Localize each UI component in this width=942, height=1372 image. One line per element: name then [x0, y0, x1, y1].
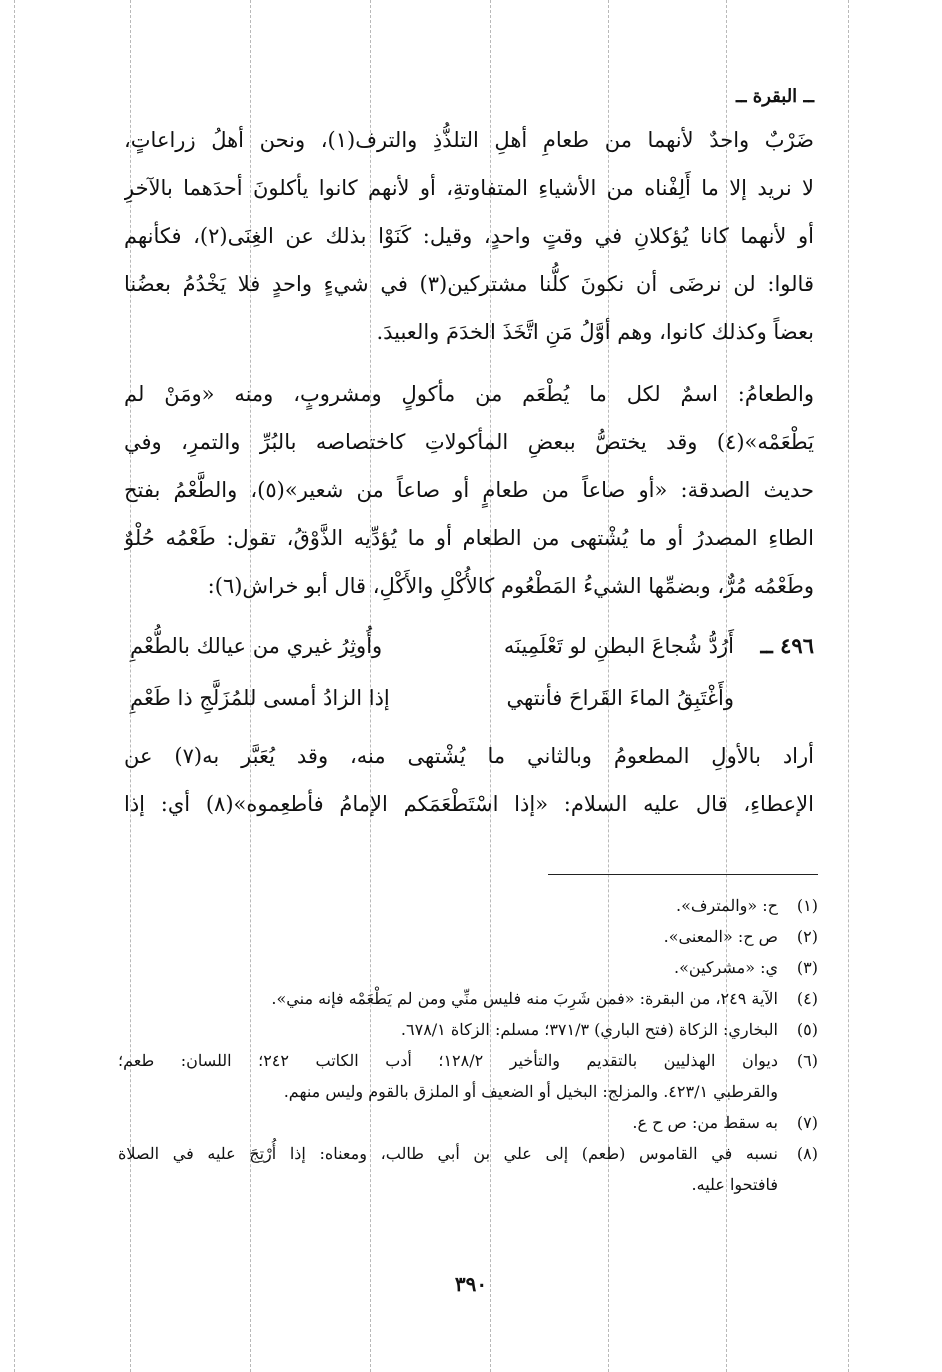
poem-hemistich-second: وأُوثِرُ غيري من عيالك بالطُّعْمِ — [130, 634, 383, 658]
text-line: أو لأنهما كانا يُؤكلانِ في وقتٍ واحدٍ، وقيل: كَنَوْا بذلك عن الغِنَى(٢)، فكأنهم — [124, 224, 814, 248]
footnote-text: والقرطبي ٤٢٣/١. والمزلج: البخيل أو الضعيف أو الملزق بالقوم وليس منهم. — [283, 1082, 778, 1101]
text-line: الطاءِ المصدرُ أو ما يُشْتهى من الطعام أو ما يُؤدِّيه الذَّوْقُ، تقول: طَعْمُه حُلْوٌ — [124, 526, 814, 550]
footnote-number: (٤) — [796, 989, 818, 1008]
footnote-text: البخاري: الزكاة (فتح الباري) ٣٧١/٣؛ مسلم: الزكاة ٦٧٨/١. — [400, 1020, 778, 1039]
poem-verse — [124, 672, 814, 724]
footnote-item — [118, 890, 818, 921]
text-line: حديث الصدقة: «أو صاعاً من طعامٍ أو صاعاً من شعير»(٥)، والطَّعْمُ بفتح — [124, 478, 814, 502]
running-header: ــ البقرة ــ — [735, 86, 814, 107]
text-line: والطعامُ: اسمٌ لكل ما يُطْعَم من مأكولٍ ومشروبٍ، ومنه «ومَنْ لم — [124, 382, 814, 406]
footnote-item — [118, 1107, 818, 1138]
footnote-separator — [548, 874, 818, 875]
footnotes — [118, 890, 818, 1200]
footnote-number: (٦) — [796, 1051, 818, 1070]
footnote-text: نسبه في القاموس (طعم) إلى علي بن أبي طالب، ومعناه: إذا أُرْتِجَ عليه في الصلاة — [118, 1144, 778, 1163]
footnote-item — [118, 921, 818, 952]
footnote-text: ص ح: «المعنى». — [663, 927, 778, 946]
text-line: الإعطاءِ، قال عليه السلام: «إذا اسْتَطْعَمَكم الإمامُ فأطعِموه»(٨) أي: إذا — [124, 792, 814, 816]
text-line: يَطْعَمْه»(٤) وقد يختصُّ ببعضِ المأكولاتِ كاختصاصه بالبُرِّ والتمرِ، وفي — [124, 430, 814, 454]
footnote-number: (٣) — [796, 958, 818, 977]
text-line: ضَرْبٌ واحدٌ لأنهما من طعامِ أهلِ التلذُّذِ والترف(١)، ونحن أهلُ زراعاتٍ، — [124, 128, 814, 152]
page-number: ٣٩٠ — [454, 1272, 488, 1296]
footnote-text: الآية ٢٤٩، من البقرة: «فمن شَرِبَ منه فليس منِّي ومن لم يَطْعَمْه فإنه مني». — [271, 989, 778, 1008]
poem-verse — [124, 620, 814, 672]
footnote-item — [118, 1014, 818, 1045]
footnote-number: (٨) — [796, 1144, 818, 1163]
footnote-number: (٢) — [796, 927, 818, 946]
text-line: قالوا: لن نرضَى أن نكونَ كلُّنا مشتركين(٣) في شيءٍ واحدٍ فلا يَخْدُمُ بعضُنا — [124, 272, 814, 296]
poem-hemistich-first: وأَغْتَبِقُ الماءَ القَراحَ فأنتهي — [506, 686, 734, 710]
footnote-text: فافتحوا عليه. — [691, 1175, 778, 1194]
paragraph-2 — [124, 370, 814, 610]
text-line: لا نريد إلا ما أَلِفْناه من الأشياءِ المتفاوتةِ، أو لأنهم كانوا يأكلونَ أحدَهما بالآخرِ — [124, 176, 814, 200]
footnote-text: ي: «مشركين». — [674, 958, 778, 977]
footnote-text: ح: «والمترف». — [675, 896, 778, 915]
footnote-text: به سقط من: ص ح ع. — [632, 1113, 778, 1132]
footnote-item — [118, 1045, 818, 1107]
footnote-number: (٥) — [796, 1020, 818, 1039]
paragraph-3 — [124, 732, 814, 828]
footnote-item — [118, 952, 818, 983]
text-line: أراد بالأولِ المطعومُ وبالثاني ما يُشْتهى منه، وقد يُعَبَّر به(٧) عن — [124, 744, 814, 768]
poem-hemistich-first: أَرُدُّ شُجاعَ البطنِ لو تَعْلَمِينَه — [503, 634, 734, 658]
footnote-number: (٧) — [796, 1113, 818, 1132]
paragraph-1 — [124, 116, 814, 356]
poem-number: ٤٩٦ ــ — [760, 633, 814, 658]
footnote-text: ديوان الهذليين بالتقديم والتأخير ١٢٨/٢؛ أدب الكاتب ٢٤٢؛ اللسان: طعم؛ — [118, 1051, 778, 1070]
poem-block — [124, 620, 814, 724]
footnote-number: (١) — [796, 896, 818, 915]
footnote-item — [118, 983, 818, 1014]
poem-hemistich-second: إذا الزادُ أمسى للمُزَلَّجِ ذا طَعْمِ — [130, 686, 390, 710]
footnote-item — [118, 1138, 818, 1200]
text-line: وطَعْمُه مُرٌّ، وبضمِّها الشيءُ المَطْعُوم كالأُكْلِ والأَكْلِ، قال أبو خراش(٦): — [207, 574, 814, 598]
text-line: بعضاً وكذلك كانوا، وهم أوَّلُ مَنِ اتَّخَذَ الخدَمَ والعبيدَ. — [376, 320, 814, 344]
